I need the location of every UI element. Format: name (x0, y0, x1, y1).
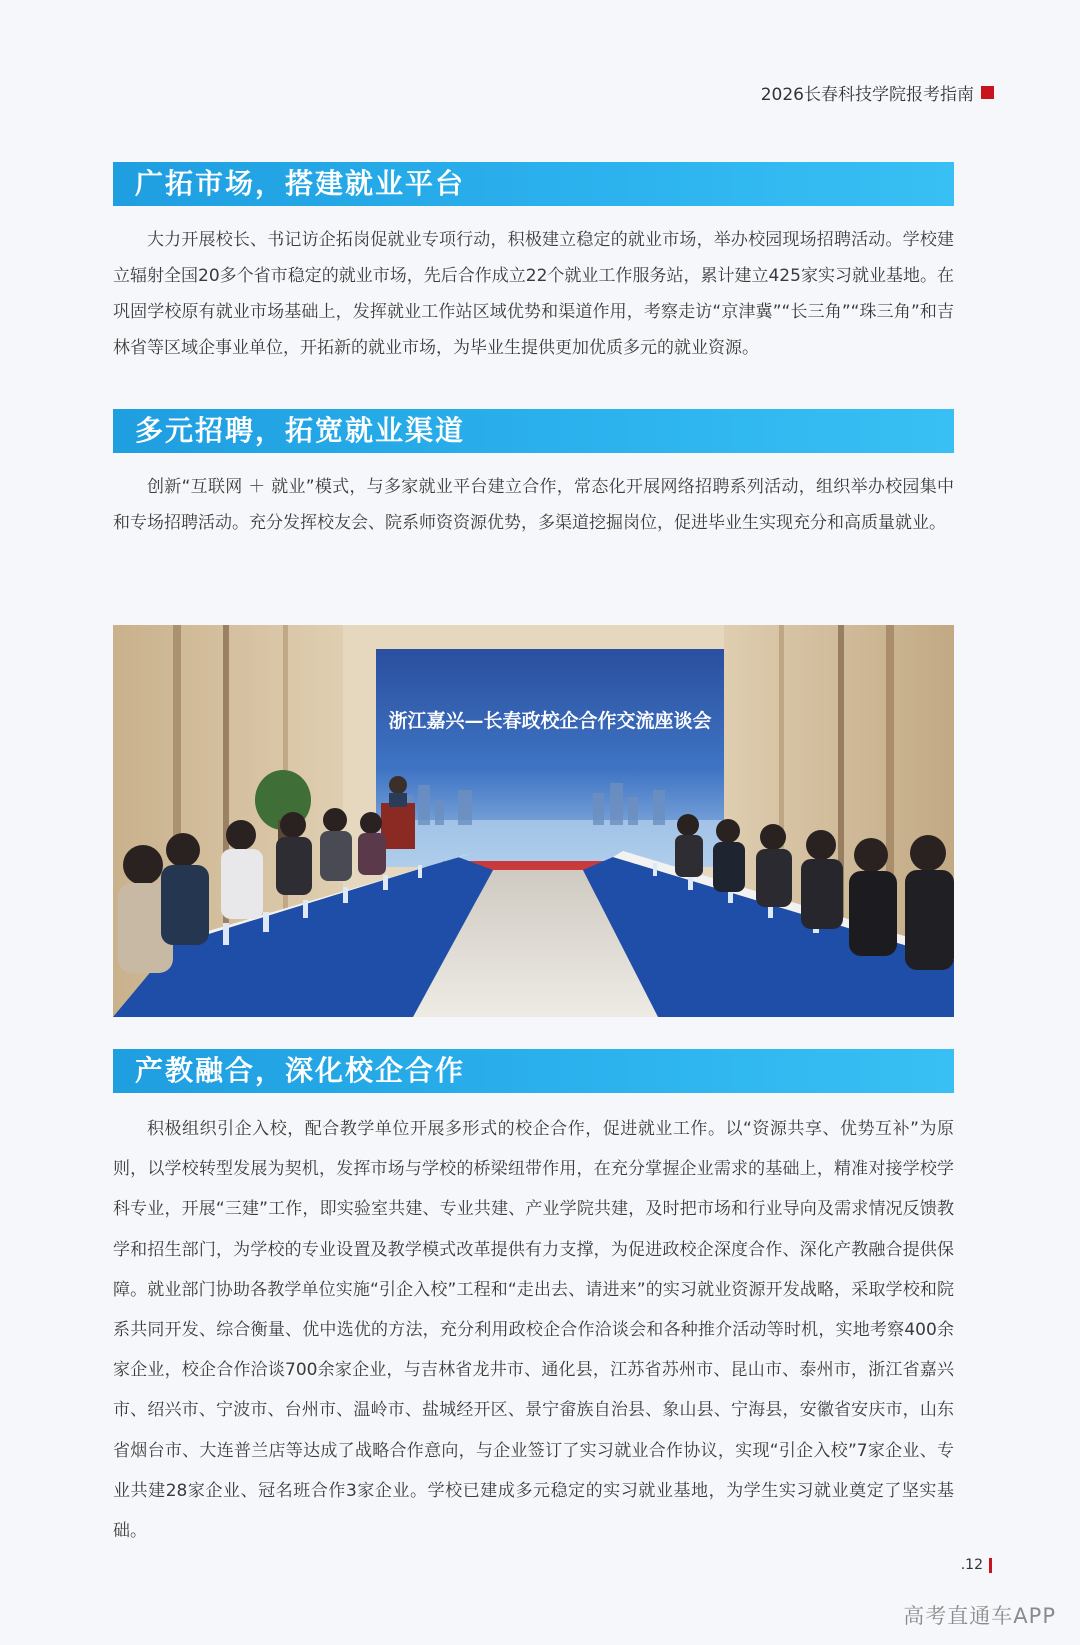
page-number-text: .12 (960, 1557, 983, 1573)
section-heading-market: 广拓市场，搭建就业平台 (113, 162, 954, 206)
page-number (961, 1557, 992, 1573)
red-square-marker (981, 86, 994, 99)
section-paragraph-recruitment: 创新“互联网 ＋ 就业”模式，与多家就业平台建立合作，常态化开展网络招聘系列活动，组织举办校园集中和专场招聘活动。充分发挥校友会、院系师资资源优势，多渠道挖掘岗位，促进毕业生实现充分和高质量就业。 (113, 477, 954, 533)
red-tick-marker (989, 1558, 992, 1573)
banner-text: 浙江嘉兴—长春政校企合作交流座谈会 (388, 710, 712, 732)
section-paragraph-market: 大力开展校长、书记访企拓岗促就业专项行动，积极建立稳定的就业市场，举办校园现场招聘活动。学校建立辐射全国20多个省市稳定的就业市场，先后合作成立22个就业工作服务站，累计建立425家实习就业基地。在巩固学校原有就业市场基础上，发挥就业工作站区域优势和渠道作用，考察走访“京津冀”“长三角”“珠三角”和吉林省等区域企事业单位，开拓新的就业市场，为毕业生提供更加优质多元的就业资源。 (113, 230, 954, 358)
section-heading-industry: 产教融合，深化校企合作 (113, 1049, 954, 1093)
guide-title: 2026长春科技学院报考指南 (760, 85, 974, 105)
section-paragraph-industry: 积极组织引企入校，配合教学单位开展多形式的校企合作，促进就业工作。以“资源共享、优势互补”为原则，以学校转型发展为契机，发挥市场与学校的桥梁纽带作用，在充分掌握企业需求的基础上，精准对接学校学科专业，开展“三建”工作，即实验室共建、专业共建、产业学院共建，及时把市场和行业导向及需求情况反馈教学和招生部门，为学校的专业设置及教学模式改革提供有力支撑，为促进政校企深度合作、深化产教融合提供保障。就业部门协助各教学单位实施“引企入校”工程和“走出去、请进来”的实习就业资源开发战略，采取学校和院系共同开发、综合衡量、优中选优的方法，充分利用政校企合作洽谈会和各种推介活动等时机，实地考察400余家企业，校企合作洽谈700余家企业，与吉林省龙井市、通化县，江苏省苏州市、昆山市、泰州市，浙江省嘉兴市、绍兴市、宁波市、台州市、温岭市、盐城经开区、景宁畲族自治县、象山县、宁海县，安徽省安庆市，山东省烟台市、大连普兰店等达成了战略合作意向，与企业签订了实习就业合作协议，实现“引企入校”7家企业、专业共建28家企业、冠名班合作3家企业。学校已建成多元稳定的实习就业基地，为学生实习就业奠定了坚实基础。 (113, 1119, 954, 1542)
section-heading-recruitment: 多元招聘，拓宽就业渠道 (113, 409, 954, 453)
running-header (761, 80, 994, 105)
app-watermark: 高考直通车APP (903, 1604, 1056, 1628)
meeting-photo (113, 625, 954, 1017)
